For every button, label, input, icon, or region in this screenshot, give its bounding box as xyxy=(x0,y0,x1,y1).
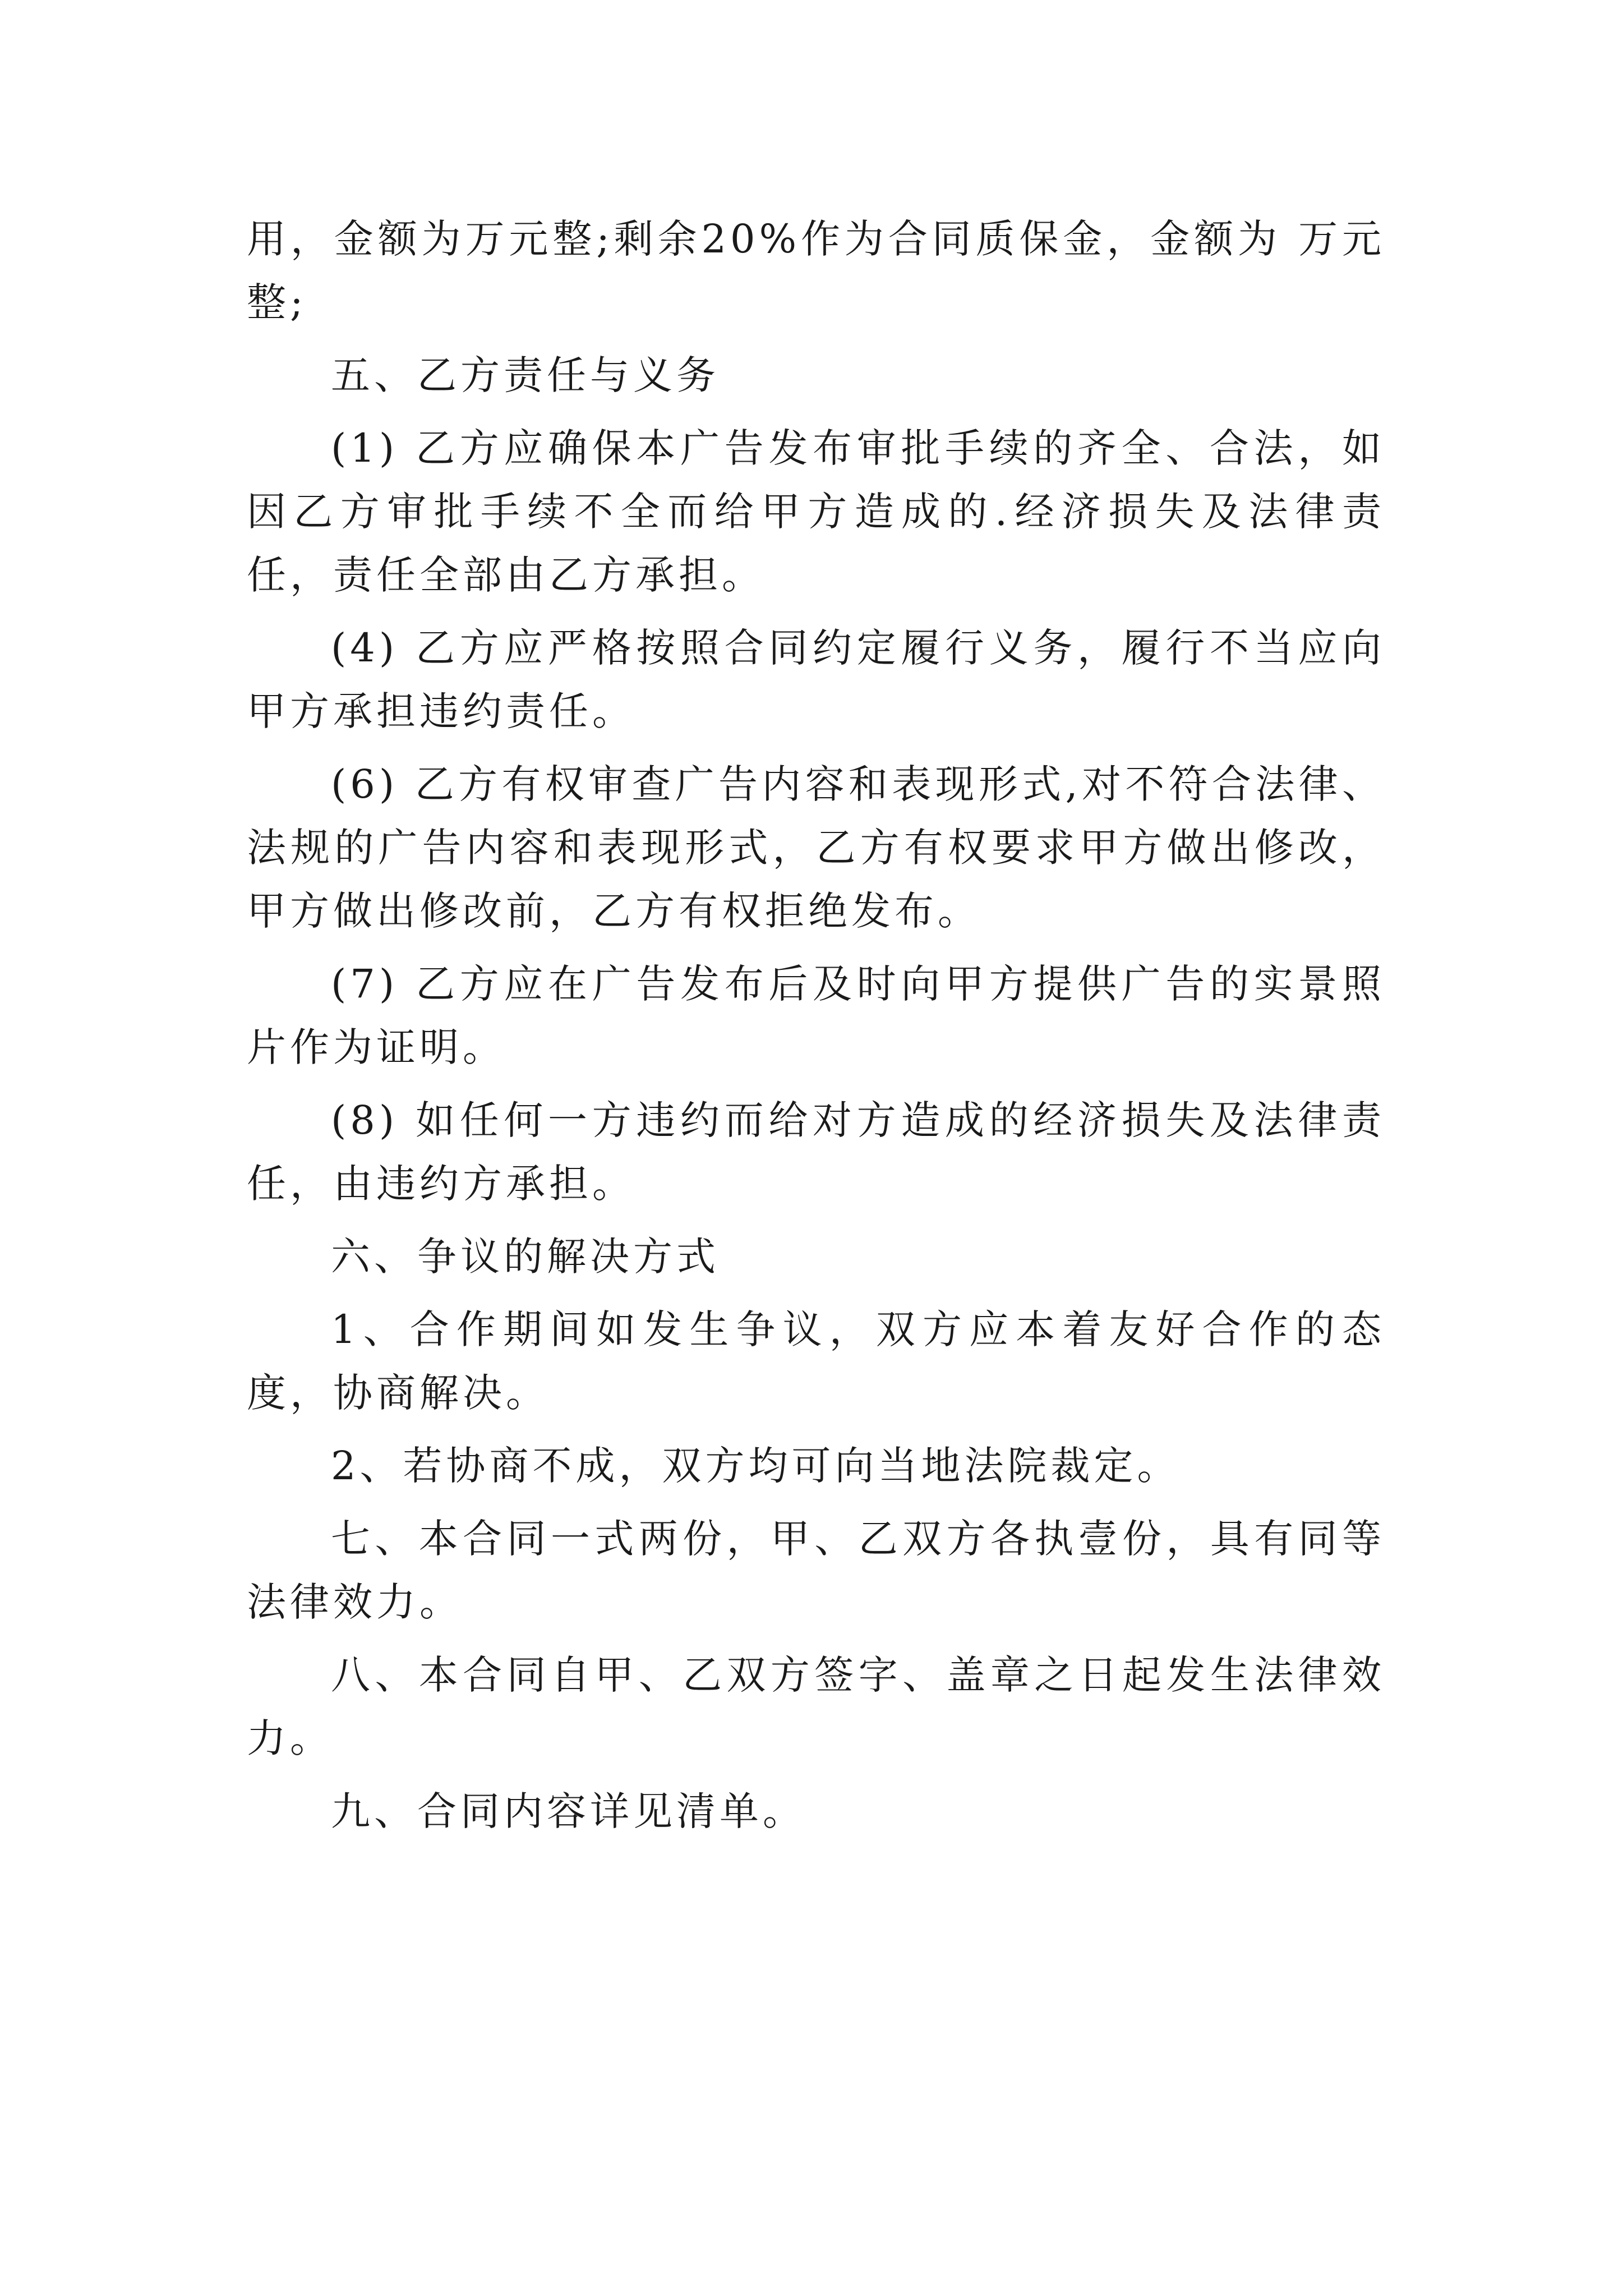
paragraph-payment-continuation: 用，金额为万元整;剩余20%作为合同质保金，金额为 万元整; xyxy=(247,216,1385,325)
dispute-item-2: 2、若协商不成，双方均可向当地法院裁定。 xyxy=(331,1443,1181,1489)
section-heading-party-b-duties: 五、乙方责任与义务 xyxy=(331,352,720,398)
clause-1: (1) 乙方应确保本广告发布审批手续的齐全、合法，如因乙方审批手续不全而给甲方造成的.经济损失及法律责任，责任全部由乙方承担。 xyxy=(247,425,1385,598)
section-eight-effective: 八、本合同自甲、乙双方签字、盖章之日起发生法律效力。 xyxy=(247,1652,1385,1761)
section-heading-dispute-resolution: 六、争议的解决方式 xyxy=(331,1234,720,1280)
contract-body xyxy=(247,208,1385,1853)
clause-8: (8) 如任何一方违约而给对方造成的经济损失及法律责任，由违约方承担。 xyxy=(247,1097,1385,1207)
dispute-item-1: 1、合作期间如发生争议，双方应本着友好合作的态度，协商解决。 xyxy=(247,1306,1385,1416)
section-seven-copies: 七、本合同一式两份，甲、乙双方各执壹份，具有同等法律效力。 xyxy=(247,1516,1385,1625)
section-nine-contents: 九、合同内容详见清单。 xyxy=(331,1788,806,1834)
clause-6: (6) 乙方有权审查广告内容和表现形式,对不符合法律、法规的广告内容和表现形式，乙方有权要求甲方做出修改，甲方做出修改前，乙方有权拒绝发布。 xyxy=(247,761,1385,934)
clause-4: (4) 乙方应严格按照合同约定履行义务，履行不当应向甲方承担违约责任。 xyxy=(247,625,1385,734)
clause-7: (7) 乙方应在广告发布后及时向甲方提供广告的实景照片作为证明。 xyxy=(247,961,1385,1070)
